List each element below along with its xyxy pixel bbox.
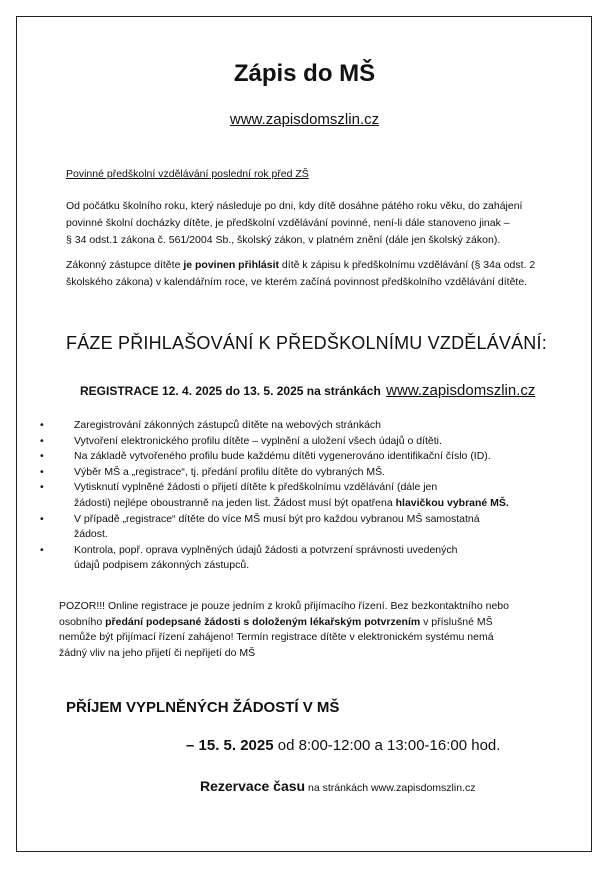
paragraph-line: nemůže být přijímací řízení zahájeno! Termín registrace dítěte v elektronickém systému nemá xyxy=(59,631,494,643)
paragraph-line: žádný vliv na jeho přijetí či nepřijetí do MŠ xyxy=(59,646,256,659)
text-segment: žádosti) nejlépe oboustranně na jeden list. Žádost musí být opatřena xyxy=(74,496,396,509)
bullet-icon: • xyxy=(40,419,44,431)
document-title: Zápis do MŠ xyxy=(233,60,376,87)
list-item-text: Vytisknutí vyplněné žádosti o přijetí dítěte k předškolnímu vzdělávání (dále jen xyxy=(74,481,438,494)
paragraph-compulsory-education xyxy=(66,198,566,249)
registration-link[interactable]: www.zapisdomszlin.cz xyxy=(386,382,536,399)
bold-text: předání podepsané žádosti s doloženým lékařským potvrzením xyxy=(105,615,421,628)
paragraph-legal-guardian xyxy=(66,257,566,291)
steps-list xyxy=(34,418,554,574)
phase-heading: FÁZE PŘIHLAŠOVÁNÍ K PŘEDŠKOLNÍMU VZDĚLÁVÁNÍ: xyxy=(66,333,547,353)
list-item xyxy=(34,434,554,450)
paragraph-line xyxy=(66,257,566,274)
text-segment: dítě k zápisu k předškolnímu vzdělávání (§ 34a odst. 2 xyxy=(279,259,536,271)
list-item-text: Vytvoření elektronického profilu dítěte – vyplnění a uložení všech údajů o dítěti. xyxy=(74,434,442,447)
text-segment: Zákonný zástupce dítěte xyxy=(66,259,184,271)
bold-text: hlavičkou vybrané MŠ. xyxy=(395,496,509,509)
list-item xyxy=(34,418,554,434)
bullet-icon: • xyxy=(40,543,44,556)
list-item-text: V případě „registrace“ dítěte do více MŠ musí být pro každou vybranou MŠ samostatná xyxy=(74,512,480,525)
list-item-text: Výběr MŠ a „registrace“, tj. předání profilu dítěte do vybraných MŠ. xyxy=(74,465,386,478)
reservation-label: Rezervace času xyxy=(200,778,306,794)
registration-line xyxy=(80,382,535,399)
paragraph-line: povinné školní docházky dítěte, je předškolní vzdělávání povinné, není-li dále stanoveno jinak – xyxy=(66,217,510,229)
list-item xyxy=(34,480,554,511)
website-link[interactable]: www.zapisdomszlin.cz xyxy=(229,111,380,128)
list-item-text xyxy=(74,496,554,512)
registration-text: REGISTRACE 12. 4. 2025 do 13. 5. 2025 na stránkách xyxy=(80,384,381,398)
list-item-text: žádost. xyxy=(74,528,108,541)
receive-date xyxy=(186,737,500,754)
list-item-text: údajů podpisem zákonných zástupců. xyxy=(74,559,250,572)
bold-text: je povinen přihlásit xyxy=(183,259,280,271)
list-item xyxy=(34,543,554,574)
bullet-icon: • xyxy=(40,465,44,478)
warning-paragraph xyxy=(59,599,559,661)
list-item-text: Zaregistrování zákonných zástupců dítěte na webových stránkách xyxy=(74,419,382,431)
text-segment: v příslušné MŠ xyxy=(420,615,493,628)
list-item xyxy=(34,512,554,543)
section-heading: Povinné předškolní vzdělávání poslední rok před ZŠ xyxy=(66,168,309,180)
date-hours: od 8:00-12:00 a 13:00-16:00 hod. xyxy=(273,737,501,754)
paragraph-line: školského zákona) v kalendářním roce, ve kterém začíná povinnost předškolního vzdělávání dítěte. xyxy=(66,276,528,288)
paragraph-line: § 34 odst.1 zákona č. 561/2004 Sb., školský zákon, v platném znění (dále jen školský zákon). xyxy=(66,234,501,246)
list-item xyxy=(34,449,554,465)
date-bold: – 15. 5. 2025 xyxy=(186,737,274,754)
receive-heading: PŘÍJEM VYPLNĚNÝCH ŽÁDOSTÍ V MŠ xyxy=(66,699,340,716)
text-segment: osobního xyxy=(59,615,106,628)
bullet-icon: • xyxy=(40,512,44,525)
bullet-icon: • xyxy=(40,481,44,494)
paragraph-line xyxy=(59,615,559,631)
paragraph-line: Od počátku školního roku, který následuje po dni, kdy dítě dosáhne pátého roku věku, do zahájení xyxy=(66,200,523,212)
paragraph-line: POZOR!!! Online registrace je pouze jedním z kroků přijímacího řízení. Bez bezkontaktního nebo xyxy=(59,600,509,612)
bullet-icon: • xyxy=(40,434,44,447)
reservation-site: na stránkách www.zapisdomszlin.cz xyxy=(305,782,476,794)
list-item-text: Na základě vytvořeného profilu bude každému dítěti vygenerováno identifikační číslo (ID). xyxy=(74,450,491,463)
list-item-text: Kontrola, popř. oprava vyplněných údajů žádosti a potvrzení správnosti uvedených xyxy=(74,543,458,556)
bullet-icon: • xyxy=(40,450,44,463)
reservation-line xyxy=(200,778,475,794)
list-item xyxy=(34,465,554,481)
